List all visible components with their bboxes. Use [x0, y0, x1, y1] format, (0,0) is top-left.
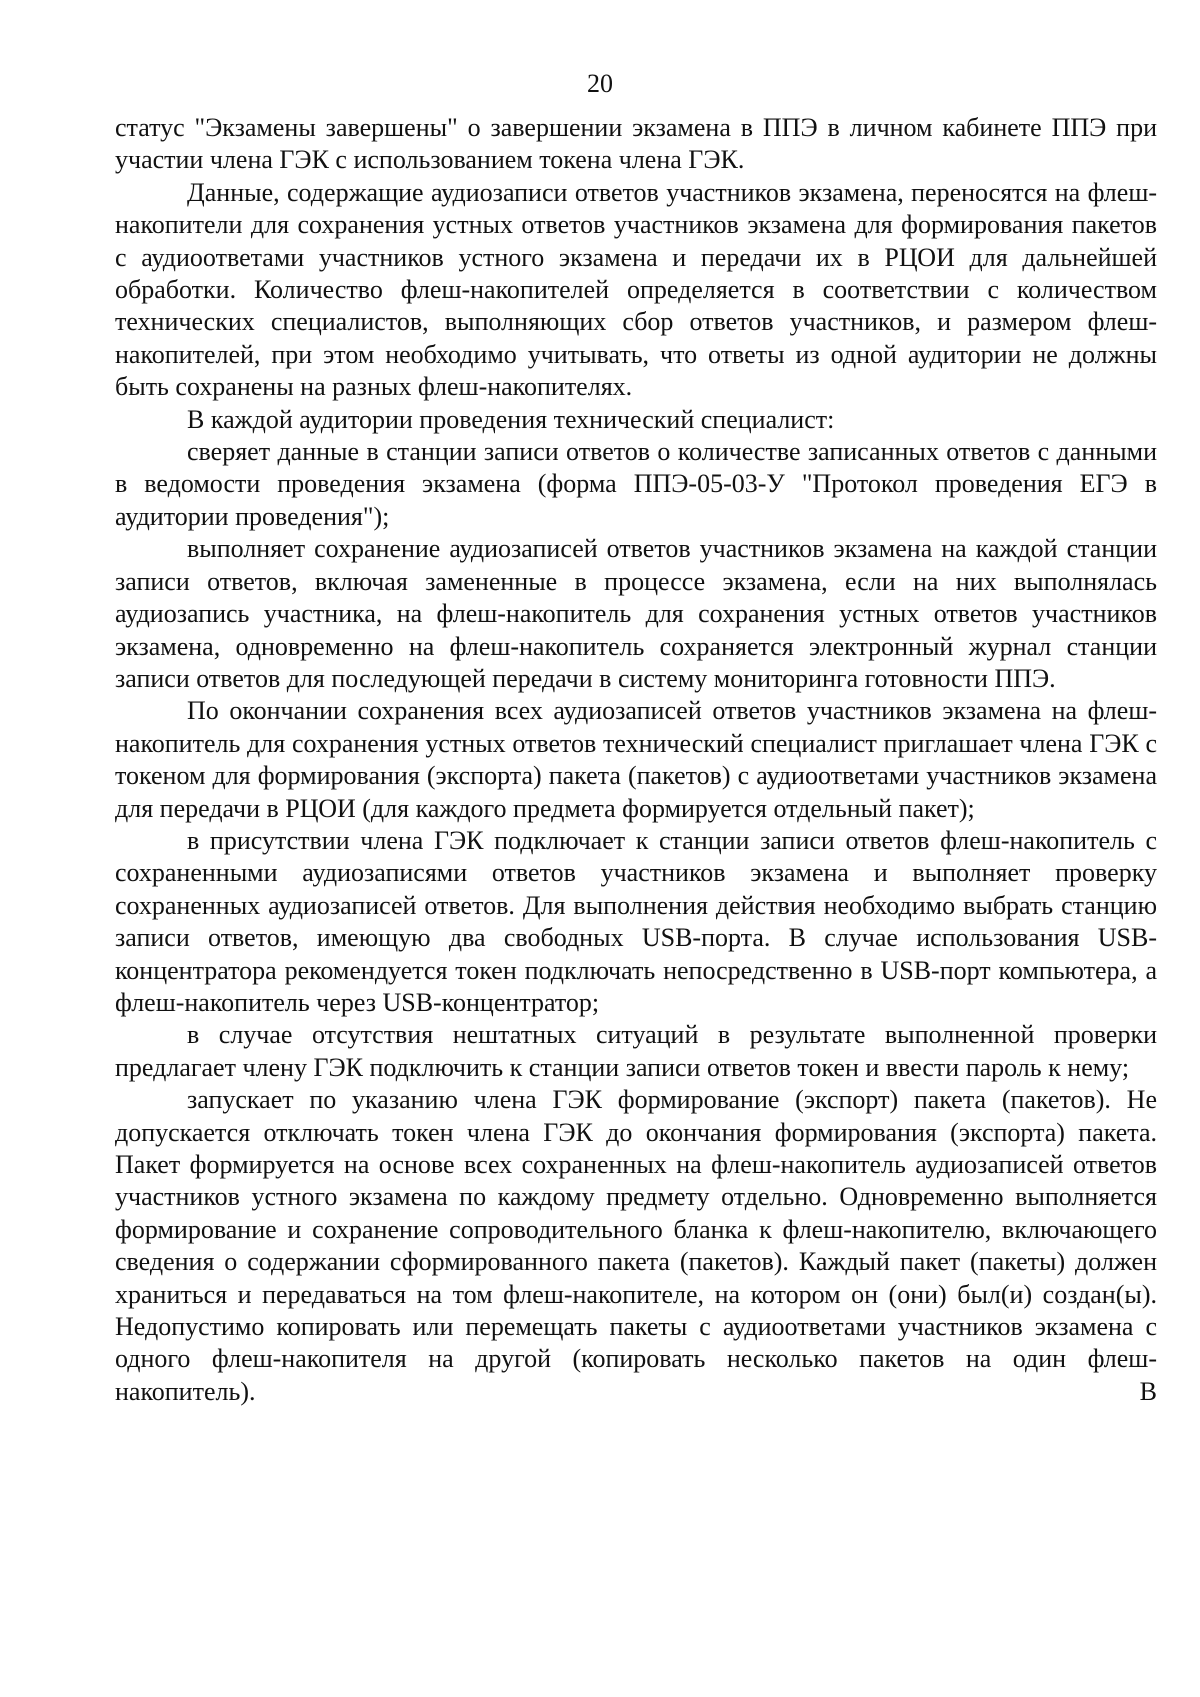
paragraph-token-password: в случае отсутствия нештатных ситуаций в результате выполненной проверки предлагает члену ГЭК подключить к станции записи ответов токен и ввести пароль к нему; — [115, 1020, 1157, 1082]
paragraph-invite-gek: По окончании сохранения всех аудиозаписей ответов участников экзамена на флеш-накопитель для сохранения устных ответов технический специалист приглашает члена ГЭК с токеном для формирования (экспорта) пакета (пакетов) с аудиоответами участников экзамена для передачи в РЦОИ (для каждого предмета формируется отдельный пакет); — [115, 696, 1157, 823]
paragraph-export-package: запускает по указанию члена ГЭК формирование (экспорт) пакета (пакетов). Не допускается отключать токен члена ГЭК до окончания формирования (экспорта) пакета. Пакет формируется на основе всех сохраненных на флеш-накопитель аудиозаписей ответов участников устного экзамена по каждому предмету отдельно. Одновременно выполняется формирование и сохранение сопроводительного бланка к флеш-накопителю, включающего сведения о содержании сформированного пакета (пакетов). Каждый пакет (пакеты) должен храниться и передаваться на том флеш-накопителе, на котором он (они) был(и) создан(ы). Недопустимо копировать или перемещать пакеты с аудиоответами участников экзамена с одного флеш-накопителя на другой (копировать несколько пакетов на один флеш-накопитель). В — [115, 1085, 1157, 1406]
paragraph-save-recordings: выполняет сохранение аудиозаписей ответов участников экзамена на каждой станции записи ответов, включая замененные в процессе экзамена, если на них выполнялась аудиозапись участника, на флеш-накопитель для сохранения устных ответов участников экзамена, одновременно на флеш-накопитель сохраняется электронный журнал станции записи ответов для последующей передачи в систему мониторинга готовности ППЭ. — [115, 534, 1157, 693]
paragraph-exam-status: статус "Экзамены завершены" о завершении экзамена в ППЭ в личном кабинете ППЭ при участии члена ГЭК с использованием токена члена ГЭК. — [115, 113, 1157, 175]
paragraph-audio-transfer: Данные, содержащие аудиозаписи ответов участников экзамена, переносятся на флеш-накопители для сохранения устных ответов участников экзамена для формирования пакетов с аудиоответами участников устного экзамена и передачи их в РЦОИ для дальнейшей обработки. Количество флеш-накопителей определяется в соответствии с количеством технических специалистов, выполняющих сбор ответов участников, и размером флеш-накопителей, при этом необходимо учитывать, что ответы из одной аудитории не должны быть сохранены на разных флеш-накопителях. — [115, 177, 1157, 402]
paragraph-connect-flash: в присутствии члена ГЭК подключает к станции записи ответов флеш-накопитель с сохраненными аудиозаписями ответов участников экзамена и выполняет проверку сохраненных аудиозаписей ответов. Для выполнения действия необходимо выбрать станцию записи ответов, имеющую два свободных USB-порта. В случае использования USB-концентратора рекомендуется токен подключать непосредственно в USB-порт компьютера, а флеш-накопитель через USB-концентратор; — [115, 825, 1157, 1017]
page-number: 20 — [587, 69, 613, 98]
body-text — [115, 112, 1157, 1408]
paragraph-tech-specialist-intro: В каждой аудитории проведения технический специалист: — [187, 404, 835, 434]
paragraph-verify-data: сверяет данные в станции записи ответов о количестве записанных ответов с данными в ведомости проведения экзамена (форма ППЭ-05-03-У "Протокол проведения ЕГЭ в аудитории проведения"); — [115, 437, 1157, 531]
